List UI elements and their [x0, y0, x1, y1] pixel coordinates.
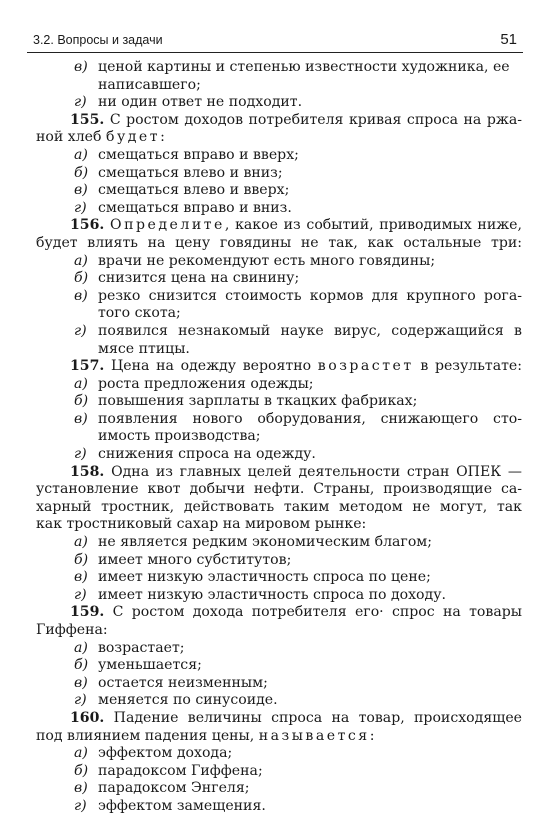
text-fragment: Цена на одежду вероятно: [111, 358, 318, 375]
answer-option-line: [36, 323, 522, 341]
answer-option-line: [36, 446, 522, 464]
text-fragment: будет влиять на цену говядины не так, как остальные три:: [36, 234, 522, 251]
section-title: 3.2. Вопросы и задачи: [33, 33, 163, 47]
text-fragment: в результате:: [413, 358, 522, 375]
option-letter: в): [74, 569, 88, 586]
spaced-emphasis: возрастет: [317, 358, 414, 375]
option-text: смещаться вправо и вниз.: [98, 199, 292, 216]
question-number: 156.: [70, 217, 105, 234]
answer-option-line: [36, 305, 522, 323]
option-text: того скота;: [98, 305, 181, 322]
question-line: [36, 217, 522, 235]
spaced-emphasis: будет: [105, 129, 161, 146]
answer-option-line: [36, 59, 522, 77]
text-fragment: как тростниковый сахар на мировом рынке:: [36, 516, 367, 533]
option-text: не является редким экономическим благом;: [98, 534, 433, 551]
option-letter: б): [74, 270, 89, 287]
option-letter: а): [74, 534, 88, 551]
option-letter: б): [74, 657, 89, 674]
question-line: [36, 710, 522, 728]
option-text: имеет низкую эластичность спроса по доходу.: [98, 586, 446, 603]
text-fragment: ной хлеб: [36, 129, 106, 146]
answer-option-line: [36, 393, 522, 411]
option-letter: в): [74, 674, 88, 691]
answer-option-line: [36, 288, 522, 306]
text-line: [36, 235, 522, 253]
spaced-emphasis: Определите: [110, 217, 225, 234]
option-text: появился незнакомый науке вирус, содержащийся в: [98, 322, 522, 339]
option-letter: г): [74, 692, 87, 709]
option-text: имеет много субститутов;: [98, 551, 292, 568]
text-body: [36, 59, 522, 816]
text-line: [36, 728, 522, 746]
option-text: роста предложения одежды;: [98, 375, 314, 392]
answer-option-line: [36, 675, 522, 693]
answer-option-line: [36, 253, 522, 271]
option-text: снижения спроса на одежду.: [98, 446, 316, 463]
option-text: врачи не рекомендуют есть много говядины;: [98, 252, 436, 269]
option-text: эффектом дохода;: [98, 745, 233, 762]
text-fragment: Одна из главных целей деятельности стран ОПЕК —: [111, 463, 522, 480]
option-text: ни один ответ не подходит.: [98, 94, 303, 111]
text-fragment: установление квот добычи нефти. Страны, производящие са-: [36, 481, 522, 498]
text-fragment: под влиянием падения цены,: [36, 727, 259, 744]
answer-option-line: [36, 552, 522, 570]
option-text: написавшего;: [98, 76, 201, 93]
question-line: [36, 604, 522, 622]
option-text: ценой картины и степенью известности художника, ее: [98, 59, 510, 75]
answer-option-line: [36, 165, 522, 183]
answer-option-line: [36, 77, 522, 95]
answer-option-line: [36, 147, 522, 165]
answer-option-line: [36, 657, 522, 675]
answer-option-line: [36, 411, 522, 429]
answer-option-line: [36, 341, 522, 359]
option-text: смещаться вправо и вверх;: [98, 146, 299, 163]
option-text: уменьшается;: [98, 657, 202, 674]
option-text: смещаться влево и вниз;: [98, 164, 283, 181]
text-fragment: Гиффена:: [36, 622, 108, 638]
answer-option-line: [36, 798, 522, 816]
option-text: возрастает;: [98, 639, 185, 656]
option-text: меняется по синусоиде.: [98, 692, 278, 709]
answer-option-line: [36, 640, 522, 658]
answer-option-line: [36, 376, 522, 394]
option-text: имеет низкую эластичность спроса по цене;: [98, 569, 431, 586]
option-text: остается неизменным;: [98, 674, 268, 691]
option-letter: б): [74, 762, 89, 779]
option-letter: б): [74, 164, 89, 181]
option-text: имость производства;: [98, 428, 261, 445]
question-number: 160.: [70, 709, 105, 726]
spaced-emphasis: называется: [258, 727, 370, 744]
option-text: снизится цена на свинину;: [98, 270, 300, 287]
option-text: смещаться влево и вверх;: [98, 182, 290, 199]
option-letter: а): [74, 745, 88, 762]
option-text: резко снизится стоимость кормов для крупного рога-: [98, 287, 522, 304]
option-letter: б): [74, 551, 89, 568]
question-line: [36, 464, 522, 482]
answer-option-line: [36, 745, 522, 763]
option-letter: г): [74, 586, 87, 603]
option-text: мясе птицы.: [98, 340, 190, 357]
option-letter: г): [74, 797, 87, 814]
answer-option-line: [36, 692, 522, 710]
question-number: 157.: [70, 358, 105, 375]
option-letter: в): [74, 182, 88, 199]
option-text: парадоксом Энгеля;: [98, 780, 250, 797]
option-letter: г): [74, 199, 87, 216]
answer-option-line: [36, 200, 522, 218]
answer-option-line: [36, 534, 522, 552]
text-fragment: Падение величины спроса на товар, происходящее: [113, 709, 522, 726]
option-letter: б): [74, 393, 89, 410]
option-letter: в): [74, 410, 88, 427]
question-number: 158.: [70, 463, 105, 480]
answer-option-line: [36, 569, 522, 587]
question-line: [36, 358, 522, 376]
text-line: [36, 481, 522, 499]
option-text: появления нового оборудования, снижающего сто-: [98, 410, 522, 427]
answer-option-line: [36, 270, 522, 288]
option-letter: г): [74, 446, 87, 463]
option-letter: в): [74, 780, 88, 797]
text-fragment: :: [369, 727, 375, 744]
answer-option-line: [36, 763, 522, 781]
option-letter: а): [74, 146, 88, 163]
text-line: [36, 516, 522, 534]
text-line: [36, 129, 522, 147]
option-letter: а): [74, 375, 88, 392]
text-fragment: :: [160, 129, 165, 146]
question-number: 155.: [70, 111, 105, 128]
question-number: 159.: [70, 604, 105, 621]
text-fragment: С ростом дохода потребителя его· спрос на товары: [112, 604, 522, 621]
option-text: парадоксом Гиффена;: [98, 762, 263, 779]
option-text: эффектом замещения.: [98, 797, 266, 814]
option-text: повышения зарплаты в ткацких фабриках;: [98, 393, 418, 410]
answer-option-line: [36, 94, 522, 112]
option-letter: в): [74, 59, 88, 75]
option-letter: в): [74, 287, 88, 304]
text-fragment: , какое из событий, приводимых ниже,: [224, 217, 522, 234]
text-fragment: С ростом доходов потребителя кривая спроса на ржа-: [109, 111, 522, 128]
text-fragment: харный тростник, действовать таким методом не могут, так: [36, 498, 522, 515]
option-letter: г): [74, 322, 87, 339]
answer-option-line: [36, 182, 522, 200]
option-letter: г): [74, 94, 87, 111]
option-letter: а): [74, 639, 88, 656]
answer-option-line: [36, 780, 522, 798]
text-line: [36, 622, 522, 640]
question-line: [36, 112, 522, 130]
page-number: 51: [500, 31, 517, 48]
option-letter: а): [74, 252, 88, 269]
text-line: [36, 499, 522, 517]
answer-option-line: [36, 428, 522, 446]
running-header: [27, 30, 523, 53]
answer-option-line: [36, 587, 522, 605]
